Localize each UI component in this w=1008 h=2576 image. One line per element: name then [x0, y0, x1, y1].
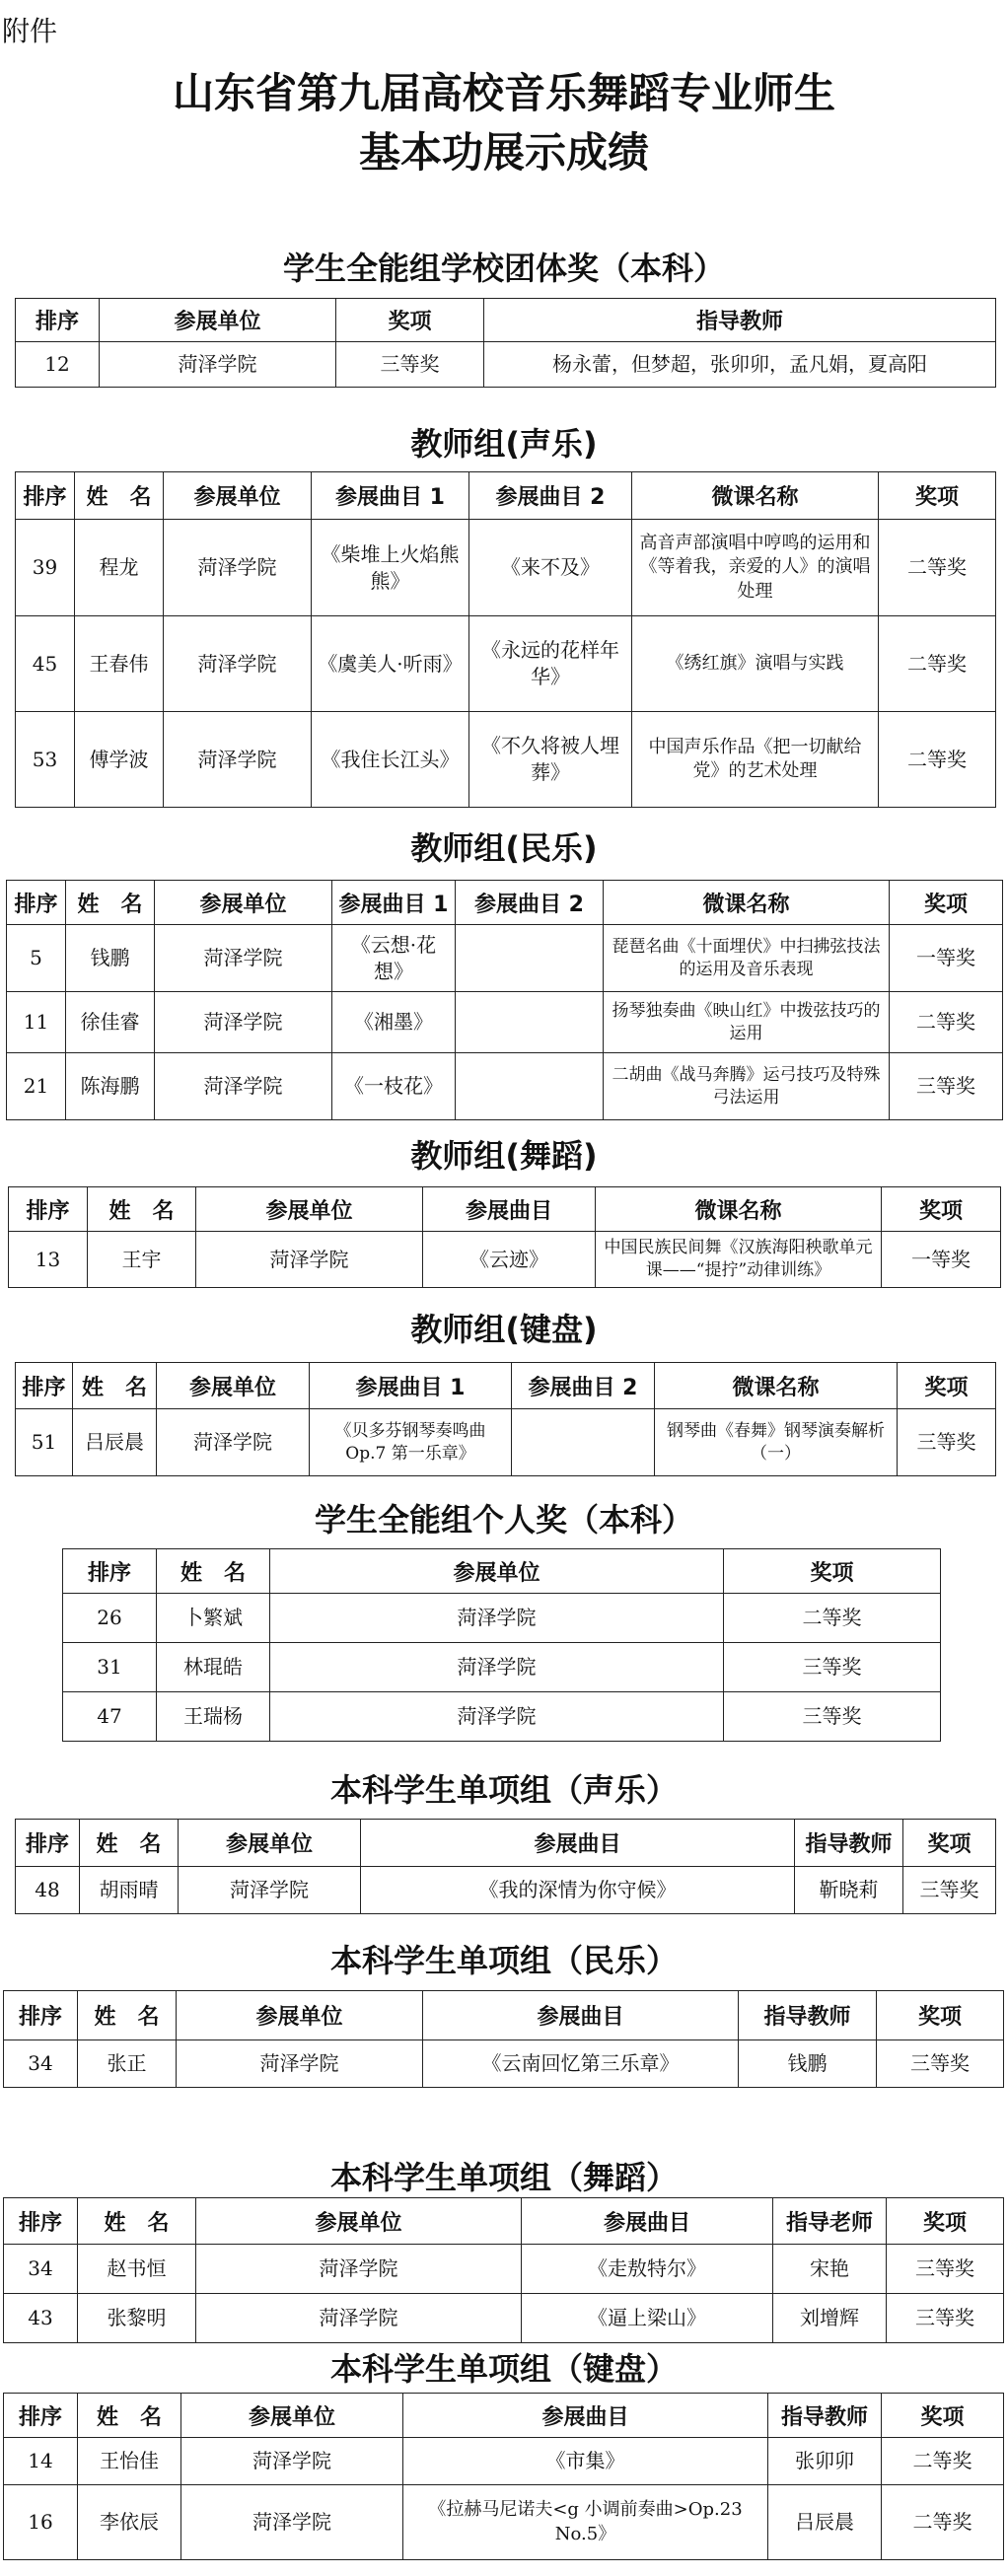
rank-cell: 21	[7, 1053, 66, 1120]
microcourse-cell: 高音声部演唱中哼鸣的运用和《等着我，亲爱的人》的演唱处理	[632, 520, 879, 616]
unit-cell: 菏泽学院	[270, 1692, 724, 1742]
name-cell: 程龙	[75, 520, 164, 616]
header-cell: 指导教师	[795, 1820, 903, 1867]
unit-cell: 菏泽学院	[164, 712, 312, 808]
document-title-line2: 基本功展示成绩	[358, 128, 649, 177]
header-cell: 参展单位	[196, 2198, 522, 2245]
unit-cell: 菏泽学院	[155, 992, 332, 1053]
piece2-cell	[456, 925, 604, 992]
piece-cell: 《云南回忆第三乐章》	[423, 2040, 739, 2088]
piece1-cell: 《一枝花》	[332, 1053, 456, 1120]
header-cell: 奖项	[887, 2198, 1004, 2245]
table-undergrad-folk	[3, 1990, 1004, 2088]
table-header-row	[63, 1549, 941, 1594]
table-teacher-vocal	[15, 471, 996, 808]
table-teacher-dance	[8, 1186, 1001, 1288]
table-row	[16, 712, 996, 808]
table-row	[16, 520, 996, 616]
header-cell: 排序	[63, 1549, 157, 1594]
table-row	[16, 616, 996, 712]
header-cell: 参展曲目	[403, 2394, 768, 2438]
instructors-cell: 杨永蕾，但梦超，张卯卯，孟凡娟，夏高阳	[484, 342, 996, 388]
table-teacher-folk	[6, 880, 1003, 1120]
header-cell: 奖项	[882, 2394, 1004, 2438]
award-cell: 三等奖	[724, 1692, 941, 1742]
table-header-row	[4, 2198, 1004, 2245]
table-header-row	[4, 2394, 1004, 2438]
table-undergrad-dance	[3, 2197, 1004, 2343]
award-cell: 三等奖	[887, 2245, 1004, 2294]
header-cell: 排序	[16, 1363, 73, 1409]
name-cell: 张正	[78, 2040, 177, 2088]
rank-cell: 39	[16, 520, 75, 616]
table-row	[63, 1594, 941, 1643]
rank-cell: 47	[63, 1692, 157, 1742]
header-cell: 姓 名	[78, 2394, 181, 2438]
award-cell: 二等奖	[890, 992, 1003, 1053]
unit-cell: 菏泽学院	[164, 520, 312, 616]
header-cell: 参展曲目 2	[456, 881, 604, 925]
piece2-cell: 《不久将被人埋葬》	[469, 712, 632, 808]
document-title-line1: 山东省第九届高校音乐舞蹈专业师生	[172, 69, 835, 117]
header-cell: 微课名称	[632, 472, 879, 520]
header-cell: 奖项	[336, 299, 484, 342]
piece2-cell	[512, 1409, 655, 1476]
header-cell: 奖项	[879, 472, 996, 520]
header-cell: 排序	[9, 1187, 88, 1232]
header-cell: 参展单位	[177, 1991, 423, 2040]
header-cell: 排序	[4, 2198, 78, 2245]
header-cell: 排序	[4, 1991, 78, 2040]
table-individual-award	[62, 1548, 941, 1742]
header-cell: 姓 名	[75, 472, 164, 520]
section-title-undergrad-folk: 本科学生单项组（民乐）	[329, 1942, 678, 1979]
award-cell: 二等奖	[724, 1594, 941, 1643]
table-row	[4, 2485, 1004, 2560]
instructor-cell: 吕辰晨	[768, 2485, 882, 2560]
section-title-team-award: 学生全能组学校团体奖（本科）	[282, 250, 725, 287]
name-cell: 钱鹏	[66, 925, 155, 992]
section-title-teacher-keyboard: 教师组(键盘)	[410, 1311, 598, 1348]
name-cell: 傅学波	[75, 712, 164, 808]
unit-cell: 菏泽学院	[164, 616, 312, 712]
unit-cell: 菏泽学院	[270, 1643, 724, 1692]
piece1-cell: 《云想·花想》	[332, 925, 456, 992]
microcourse-cell: 《绣红旗》演唱与实践	[632, 616, 879, 712]
header-cell: 指导教师	[484, 299, 996, 342]
unit-cell: 菏泽学院	[196, 2245, 522, 2294]
header-cell: 参展单位	[155, 881, 332, 925]
unit-cell: 菏泽学院	[181, 2485, 403, 2560]
section-title-undergrad-keyboard: 本科学生单项组（键盘）	[329, 2350, 678, 2388]
table-row	[7, 992, 1003, 1053]
piece1-cell: 《我住长江头》	[312, 712, 469, 808]
microcourse-cell: 钢琴曲《春舞》钢琴演奏解析（一）	[655, 1409, 898, 1476]
name-cell: 徐佳睿	[66, 992, 155, 1053]
rank-cell: 48	[16, 1867, 80, 1914]
rank-cell: 13	[9, 1232, 88, 1288]
header-cell: 排序	[7, 881, 66, 925]
table-row	[4, 2040, 1004, 2088]
instructor-cell: 靳晓莉	[795, 1867, 903, 1914]
unit-cell: 菏泽学院	[155, 925, 332, 992]
section-title-undergrad-dance: 本科学生单项组（舞蹈）	[329, 2159, 678, 2196]
award-cell: 三等奖	[898, 1409, 996, 1476]
rank-cell: 16	[4, 2485, 78, 2560]
table-row	[7, 1053, 1003, 1120]
section-title-teacher-vocal: 教师组(声乐)	[410, 425, 598, 463]
award-cell: 三等奖	[877, 2040, 1004, 2088]
header-cell: 指导教师	[768, 2394, 882, 2438]
header-cell: 姓 名	[73, 1363, 157, 1409]
header-cell: 参展曲目	[522, 2198, 773, 2245]
header-cell: 指导老师	[773, 2198, 887, 2245]
header-cell: 排序	[16, 472, 75, 520]
table-row	[4, 2245, 1004, 2294]
rank-cell: 43	[4, 2294, 78, 2343]
unit-cell: 菏泽学院	[270, 1594, 724, 1643]
header-cell: 参展单位	[164, 472, 312, 520]
table-undergrad-keyboard	[3, 2393, 1004, 2560]
name-cell: 吕辰晨	[73, 1409, 157, 1476]
header-cell: 参展曲目 1	[310, 1363, 512, 1409]
name-cell: 王瑞杨	[157, 1692, 270, 1742]
table-row	[16, 1867, 996, 1914]
name-cell: 王春伟	[75, 616, 164, 712]
piece1-cell: 《虞美人·听雨》	[312, 616, 469, 712]
award-cell: 一等奖	[890, 925, 1003, 992]
header-cell: 参展单位	[196, 1187, 423, 1232]
unit-cell: 菏泽学院	[177, 2040, 423, 2088]
piece2-cell: 《来不及》	[469, 520, 632, 616]
table-header-row	[16, 1363, 996, 1409]
piece2-cell: 《永远的花样年华》	[469, 616, 632, 712]
award-cell: 三等奖	[336, 342, 484, 388]
table-row	[16, 1409, 996, 1476]
award-cell: 二等奖	[879, 616, 996, 712]
instructor-cell: 钱鹏	[739, 2040, 877, 2088]
microcourse-cell: 二胡曲《战马奔腾》运弓技巧及特殊弓法运用	[604, 1053, 890, 1120]
header-cell: 姓 名	[66, 881, 155, 925]
header-cell: 参展曲目	[361, 1820, 795, 1867]
section-title-undergrad-vocal: 本科学生单项组（声乐）	[329, 1771, 678, 1809]
name-cell: 陈海鹏	[66, 1053, 155, 1120]
name-cell: 林琨皓	[157, 1643, 270, 1692]
header-cell: 参展单位	[181, 2394, 403, 2438]
name-cell: 李依辰	[78, 2485, 181, 2560]
name-cell: 赵书恒	[78, 2245, 196, 2294]
section-title-teacher-folk: 教师组(民乐)	[410, 829, 598, 867]
piece-cell: 《我的深情为你守候》	[361, 1867, 795, 1914]
rank-cell: 45	[16, 616, 75, 712]
award-cell: 三等奖	[724, 1643, 941, 1692]
rank-cell: 14	[4, 2438, 78, 2485]
instructor-cell: 宋艳	[773, 2245, 887, 2294]
unit-cell: 菏泽学院	[196, 2294, 522, 2343]
header-cell: 微课名称	[596, 1187, 882, 1232]
header-cell: 指导教师	[739, 1991, 877, 2040]
table-row	[4, 2294, 1004, 2343]
award-cell: 三等奖	[887, 2294, 1004, 2343]
award-cell: 一等奖	[882, 1232, 1001, 1288]
table-header-row	[7, 881, 1003, 925]
header-cell: 奖项	[898, 1363, 996, 1409]
header-cell: 参展曲目 1	[332, 881, 456, 925]
header-cell: 参展曲目 1	[312, 472, 469, 520]
unit-cell: 菏泽学院	[155, 1053, 332, 1120]
header-cell: 参展曲目 2	[512, 1363, 655, 1409]
table-row	[16, 342, 996, 388]
table-row	[63, 1692, 941, 1742]
header-cell: 参展单位	[179, 1820, 361, 1867]
piece1-cell: 《柴堆上火焰熊熊》	[312, 520, 469, 616]
header-cell: 排序	[16, 299, 100, 342]
name-cell: 卜繁斌	[157, 1594, 270, 1643]
rank-cell: 51	[16, 1409, 73, 1476]
award-cell: 三等奖	[890, 1053, 1003, 1120]
unit-cell: 菏泽学院	[100, 342, 336, 388]
table-header-row	[16, 472, 996, 520]
microcourse-cell: 中国声乐作品《把一切献给党》的艺术处理	[632, 712, 879, 808]
instructor-cell: 刘增辉	[773, 2294, 887, 2343]
header-cell: 姓 名	[78, 1991, 177, 2040]
header-cell: 奖项	[903, 1820, 996, 1867]
name-cell: 胡雨晴	[80, 1867, 179, 1914]
header-cell: 参展曲目 2	[469, 472, 632, 520]
header-cell: 姓 名	[78, 2198, 196, 2245]
table-row	[4, 2438, 1004, 2485]
piece-cell: 《逼上梁山》	[522, 2294, 773, 2343]
award-cell: 二等奖	[879, 520, 996, 616]
microcourse-cell: 中国民族民间舞《汉族海阳秧歌单元课——“提拧”动律训练》	[596, 1232, 882, 1288]
header-cell: 姓 名	[80, 1820, 179, 1867]
table-row	[9, 1232, 1001, 1288]
unit-cell: 菏泽学院	[179, 1867, 361, 1914]
section-title-teacher-dance: 教师组(舞蹈)	[410, 1137, 598, 1175]
microcourse-cell: 琵琶名曲《十面埋伏》中扫拂弦技法的运用及音乐表现	[604, 925, 890, 992]
rank-cell: 11	[7, 992, 66, 1053]
piece1-cell: 《贝多芬钢琴奏鸣曲 Op.7 第一乐章》	[310, 1409, 512, 1476]
header-cell: 参展曲目	[423, 1187, 596, 1232]
piece-cell: 《走敖特尔》	[522, 2245, 773, 2294]
header-cell: 姓 名	[88, 1187, 196, 1232]
piece-cell: 《拉赫马尼诺夫<g 小调前奏曲>Op.23 No.5》	[403, 2485, 768, 2560]
award-cell: 二等奖	[882, 2485, 1004, 2560]
name-cell: 王宇	[88, 1232, 196, 1288]
table-teacher-keyboard	[15, 1362, 996, 1476]
unit-cell: 菏泽学院	[157, 1409, 310, 1476]
microcourse-cell: 扬琴独奏曲《映山红》中拨弦技巧的运用	[604, 992, 890, 1053]
rank-cell: 31	[63, 1643, 157, 1692]
header-cell: 奖项	[890, 881, 1003, 925]
table-row	[7, 925, 1003, 992]
unit-cell: 菏泽学院	[181, 2438, 403, 2485]
rank-cell: 34	[4, 2245, 78, 2294]
table-team-award	[15, 298, 996, 388]
header-cell: 参展单位	[157, 1363, 310, 1409]
header-cell: 微课名称	[655, 1363, 898, 1409]
piece2-cell	[456, 992, 604, 1053]
rank-cell: 26	[63, 1594, 157, 1643]
instructor-cell: 张卯卯	[768, 2438, 882, 2485]
rank-cell: 5	[7, 925, 66, 992]
header-cell: 参展曲目	[423, 1991, 739, 2040]
table-undergrad-vocal	[15, 1819, 996, 1914]
table-header-row	[9, 1187, 1001, 1232]
rank-cell: 53	[16, 712, 75, 808]
piece2-cell	[456, 1053, 604, 1120]
header-cell: 参展单位	[100, 299, 336, 342]
table-header-row	[16, 299, 996, 342]
header-cell: 排序	[4, 2394, 78, 2438]
header-cell: 参展单位	[270, 1549, 724, 1594]
header-cell: 奖项	[882, 1187, 1001, 1232]
header-cell: 奖项	[877, 1991, 1004, 2040]
header-cell: 奖项	[724, 1549, 941, 1594]
name-cell: 张黎明	[78, 2294, 196, 2343]
header-cell: 姓 名	[157, 1549, 270, 1594]
piece-cell: 《云迹》	[423, 1232, 596, 1288]
table-header-row	[4, 1991, 1004, 2040]
award-cell: 二等奖	[882, 2438, 1004, 2485]
award-cell: 二等奖	[879, 712, 996, 808]
section-title-individual-award: 学生全能组个人奖（本科）	[314, 1501, 693, 1538]
rank-cell: 12	[16, 342, 100, 388]
unit-cell: 菏泽学院	[196, 1232, 423, 1288]
table-header-row	[16, 1820, 996, 1867]
piece1-cell: 《湘墨》	[332, 992, 456, 1053]
name-cell: 王怡佳	[78, 2438, 181, 2485]
piece-cell: 《市集》	[403, 2438, 768, 2485]
table-row	[63, 1643, 941, 1692]
header-cell: 微课名称	[604, 881, 890, 925]
attachment-label: 附件	[2, 15, 58, 47]
rank-cell: 34	[4, 2040, 78, 2088]
header-cell: 排序	[16, 1820, 80, 1867]
award-cell: 三等奖	[903, 1867, 996, 1914]
